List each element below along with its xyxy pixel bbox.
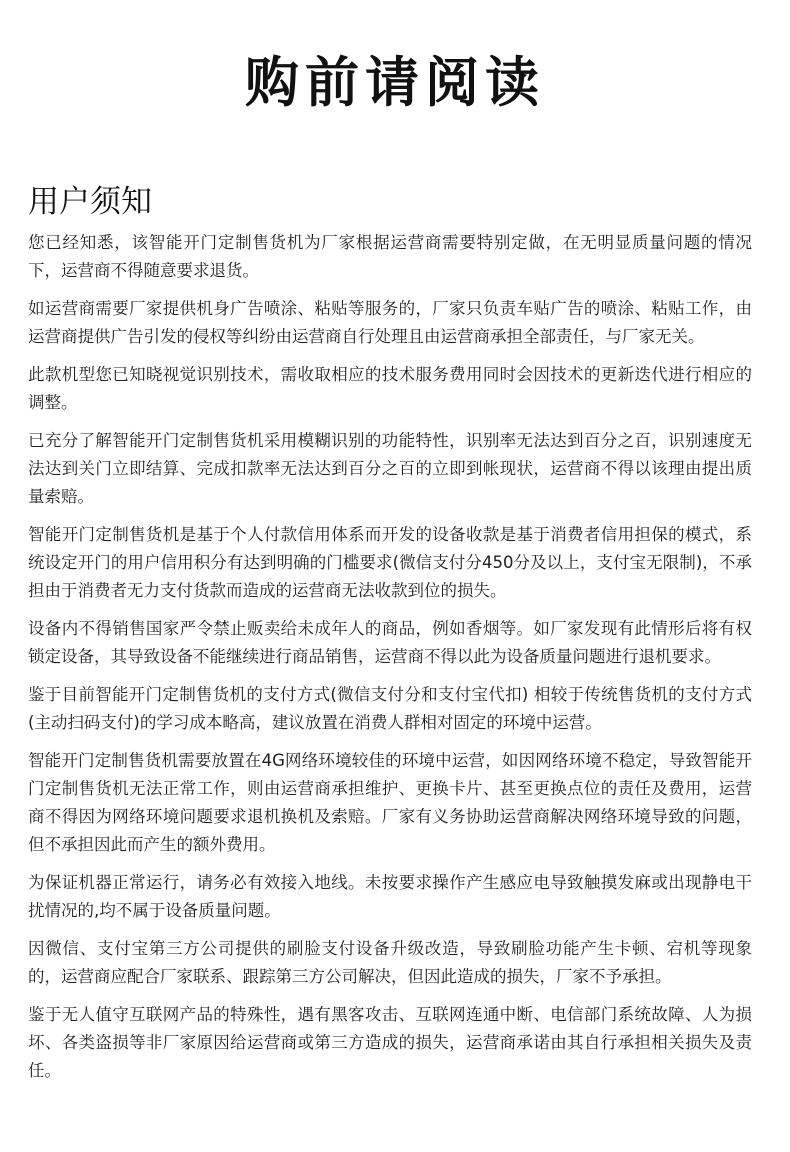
notice-paragraph-2: 如运营商需要厂家提供机身广告喷涂、粘贴等服务的，厂家只负责车贴广告的喷涂、粘贴工作，由运营商提供广告引发的侵权等纠纷由运营商自行处理且由运营商承担全部责任，与厂家无关。 (28, 299, 752, 346)
notice-paragraph-1: 您已经知悉，该智能开门定制售货机为厂家根据运营商需要特别定做，在无明显质量问题的情况下，运营商不得随意要求退货。 (28, 233, 752, 280)
notice-paragraph-3: 此款机型您已知晓视觉识别技术，需收取相应的技术服务费用同时会因技术的更新迭代进行相应的调整。 (28, 365, 752, 412)
notice-paragraph-11: 鉴于无人值守互联网产品的特殊性，遇有黑客攻击、互联网连通中断、电信部门系统故障、人为损坏、各类盗损等非厂家原因给运营商或第三方造成的损失，运营商承诺由其自行承担相关损失及责任。 (28, 1005, 752, 1080)
page-title: 购前请阅读 (245, 51, 545, 114)
notice-paragraph-8: 智能开门定制售货机需要放置在4G网络环境较佳的环境中运营，如因网络环境不稳定，导致智能开门定制售货机无法正常工作，则由运营商承担维护、更换卡片、甚至更换点位的责任及费用，运营商不得因为网络环境问题要求退机换机及索赔。厂家有义务协助运营商解决网络环境导致的问题，但不承担因此而产生的额外费用。 (28, 751, 752, 854)
notice-paragraph-7: 鉴于目前智能开门定制售货机的支付方式(微信支付分和支付宝代扣) 相较于传统售货机的支付方式(主动扫码支付)的学习成本略高，建议放置在消费人群相对固定的环境中运营。 (28, 685, 752, 732)
notice-paragraph-9: 为保证机器正常运行，请务必有效接入地线。未按要求操作产生感应电导致触摸发麻或出现静电干扰情况的,均不属于设备质量问题。 (28, 873, 752, 920)
section-title: 用户须知 (28, 184, 152, 220)
notice-paragraph-6: 设备内不得销售国家严令禁止贩卖给未成年人的商品，例如香烟等。如厂家发现有此情形后将有权锁定设备，其导致设备不能继续进行商品销售，运营商不得以此为设备质量问题进行退机要求。 (28, 619, 752, 666)
notice-paragraph-10: 因微信、支付宝第三方公司提供的刷脸支付设备升级改造，导致刷脸功能产生卡顿、宕机等现象的，运营商应配合厂家联系、跟踪第三方公司解决，但因此造成的损失，厂家不予承担。 (28, 939, 752, 986)
notice-paragraphs (28, 229, 752, 1095)
notice-paragraph-5: 智能开门定制售货机是基于个人付款信用体系而开发的设备收款是基于消费者信用担保的模式，系统设定开门的用户信用积分有达到明确的门槛要求(微信支付分450分及以上，支付宝无限制)，不承担由于消费者无力支付货款而造成的运营商无法收款到位的损失。 (28, 525, 752, 600)
notice-paragraph-4: 已充分了解智能开门定制售货机采用模糊识别的功能特性，识别率无法达到百分之百，识别速度无法达到关门立即结算、完成扣款率无法达到百分之百的立即到帐现状，运营商不得以该理由提出质量索赔。 (28, 431, 752, 506)
